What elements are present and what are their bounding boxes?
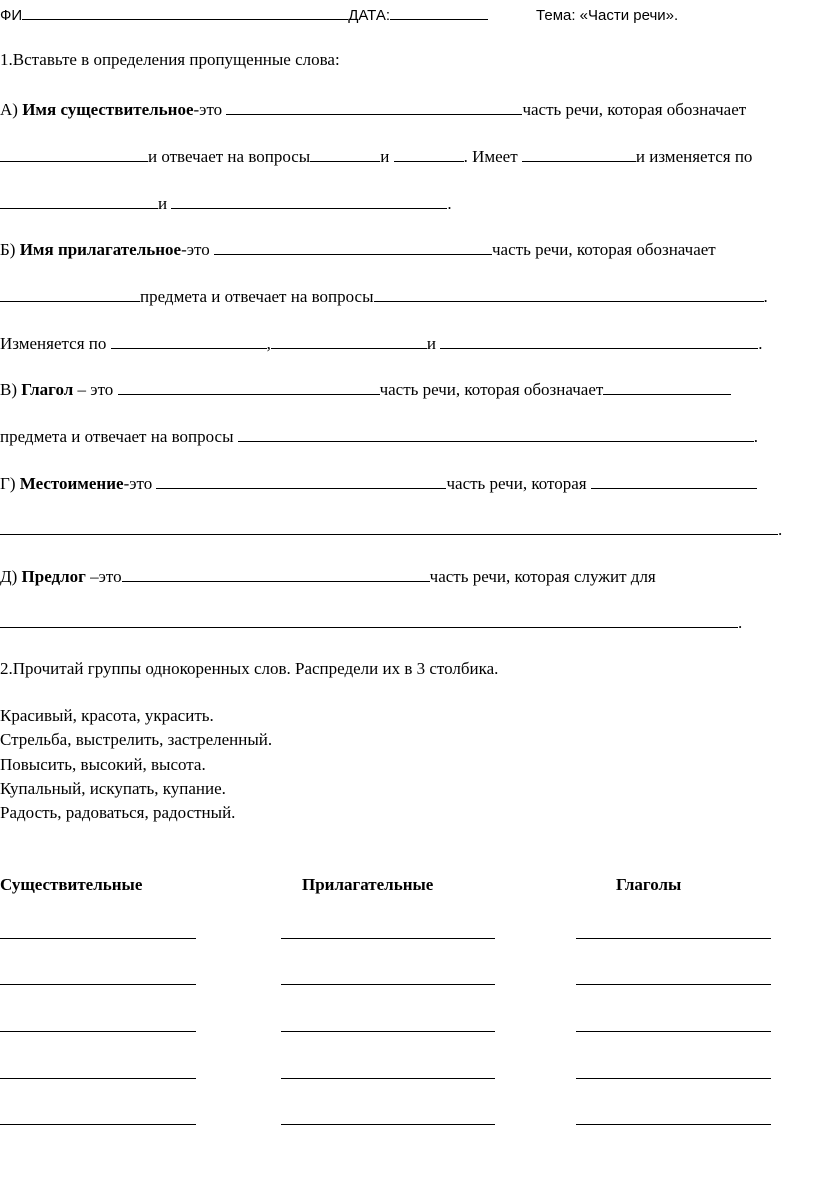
definition-b-line-3: Изменяется по , и . (0, 334, 763, 353)
term-noun: Имя существительное (22, 100, 194, 119)
adjectives-answer-line[interactable] (281, 1031, 495, 1032)
word-group: Стрельба, выстрелить, застреленный. (0, 730, 273, 749)
definition-d-line-2: . (0, 519, 782, 540)
adjectives-answer-line[interactable] (281, 938, 495, 939)
blank[interactable] (111, 333, 267, 349)
blank[interactable] (171, 193, 447, 209)
word-group: Повысить, высокий, высота. (0, 755, 206, 774)
blank[interactable] (214, 239, 492, 255)
term-verb: Глагол (21, 380, 74, 399)
adjectives-answer-line[interactable] (281, 984, 495, 985)
blank[interactable] (271, 333, 427, 349)
definition-a-line-3: и . (0, 193, 452, 214)
verbs-answer-line[interactable] (576, 1031, 771, 1032)
definition-e-line-2: . (0, 612, 742, 633)
date-blank[interactable] (390, 4, 488, 20)
blank[interactable] (156, 473, 446, 489)
nouns-answer-line[interactable] (0, 1124, 196, 1125)
verbs-answer-line[interactable] (576, 1078, 771, 1079)
nouns-answer-line[interactable] (0, 1078, 196, 1079)
fi-blank[interactable] (22, 4, 348, 20)
adjectives-answer-line[interactable] (281, 1078, 495, 1079)
definition-c-line-1: В) Глагол – это часть речи, которая обозначает (0, 379, 731, 400)
column-header-adjectives: Прилагательные (302, 875, 434, 894)
adjectives-answer-line[interactable] (281, 1124, 495, 1125)
blank[interactable] (374, 286, 764, 302)
blank[interactable] (603, 379, 731, 395)
term-adjective: Имя прилагательное (19, 240, 182, 259)
blank[interactable] (118, 379, 380, 395)
verbs-answer-line[interactable] (576, 938, 771, 939)
worksheet-header (0, 4, 678, 26)
term-preposition: Предлог (21, 567, 86, 586)
blank[interactable] (522, 146, 636, 162)
definition-b-line-2: предмета и отвечает на вопросы . (0, 286, 768, 307)
blank[interactable] (440, 333, 758, 349)
blank[interactable] (226, 99, 522, 115)
blank[interactable] (122, 566, 430, 582)
verbs-answer-line[interactable] (576, 1124, 771, 1125)
nouns-answer-line[interactable] (0, 984, 196, 985)
date-label: ДАТА: (348, 7, 391, 24)
topic-label: Тема: «Части речи». (536, 7, 679, 24)
blank[interactable] (238, 426, 754, 442)
blank[interactable] (0, 519, 778, 535)
blank[interactable] (394, 146, 464, 162)
definition-a-line-2: и отвечает на вопросы и . Имеет и изменяется по (0, 146, 752, 167)
blank[interactable] (0, 286, 140, 302)
word-group: Красивый, красота, украсить. (0, 706, 214, 725)
column-header-nouns: Существительные (0, 875, 143, 894)
definition-d-line-1: Г) Местоимение-это часть речи, которая (0, 473, 757, 494)
definition-c-line-2: предмета и отвечает на вопросы . (0, 427, 759, 446)
verbs-answer-line[interactable] (576, 984, 771, 985)
blank[interactable] (0, 612, 738, 628)
blank[interactable] (591, 473, 757, 489)
blank[interactable] (0, 146, 148, 162)
blank[interactable] (0, 193, 158, 209)
column-header-verbs: Глаголы (616, 875, 682, 894)
definition-e-line-1: Д) Предлог –это часть речи, которая служит для (0, 567, 656, 586)
task2-title: 2.Прочитай группы однокоренных слов. Распредели их в 3 столбика. (0, 659, 499, 678)
blank[interactable] (310, 146, 380, 162)
definition-a-line-1: А) Имя существительное-это часть речи, которая обозначает (0, 100, 747, 119)
nouns-answer-line[interactable] (0, 1031, 196, 1032)
nouns-answer-line[interactable] (0, 938, 196, 939)
word-group: Купальный, искупать, купание. (0, 779, 226, 798)
fi-label: ФИ (0, 7, 23, 24)
definition-b-line-1: Б) Имя прилагательное-это часть речи, которая обозначает (0, 240, 716, 259)
task1-title: 1.Вставьте в определения пропущенные слова: (0, 50, 340, 69)
term-pronoun: Местоимение (19, 474, 124, 493)
word-group: Радость, радоваться, радостный. (0, 803, 236, 822)
